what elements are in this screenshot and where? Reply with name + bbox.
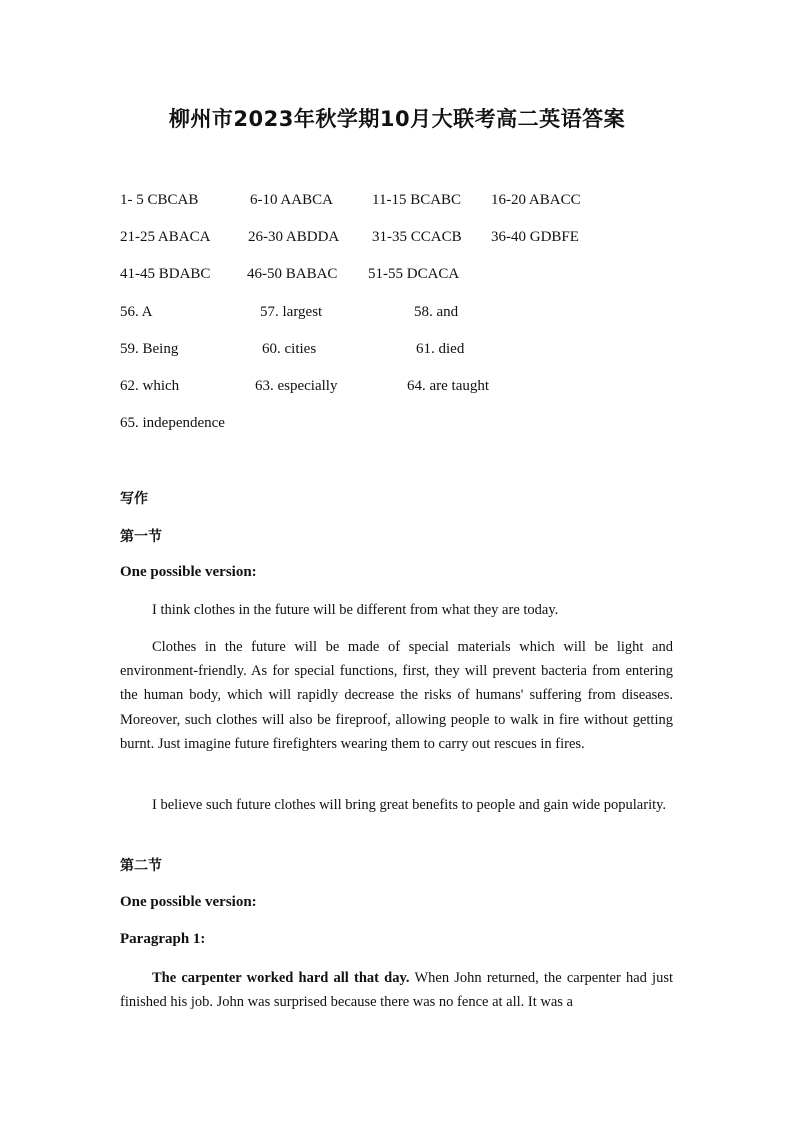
answer-group: 11-15 BCABC (372, 192, 462, 208)
answer-item: 62. which (120, 378, 180, 394)
answer-item: 59. Being (120, 341, 179, 357)
answer-group: 16-20 ABACC (491, 192, 581, 208)
section-2-heading: 第二节 (120, 858, 162, 874)
answer-group: 51-55 DCACA (368, 266, 460, 282)
answer-group: 41-45 BDABC (120, 266, 211, 282)
answer-item: 58. and (414, 304, 459, 320)
answer-item: 63. especially (255, 378, 338, 394)
answer-group: 36-40 GDBFE (491, 229, 579, 245)
answer-group: 21-25 ABACA (120, 229, 211, 245)
paragraph-body: When John returned, the carpenter had just finished his job. John was surprised because there was no fence at all. It was a (120, 970, 674, 1011)
section-1-paragraph-2: Clothes in the future will be made of special materials which will be light and environment-friendly. As for special functions, first, they will prevent bacteria from entering the human body, which will rapidly decrease the risks of humans' suffering from diseases. Moreover, such clothes will also be fireproof, allowing people to walk in fire without getting burnt. Just imagine future firefighters wearing them to carry out rescues in fires. (120, 639, 673, 752)
section-1-paragraph-3: I believe such future clothes will bring great benefits to people and gain wide popularity. (152, 797, 667, 813)
paragraph-1-label: Paragraph 1: (120, 931, 206, 947)
section-1-version-label: One possible version: (120, 564, 257, 580)
paragraph-lead-sentence: The carpenter worked hard all that day. (152, 970, 410, 986)
answer-item: 57. largest (260, 304, 323, 320)
answer-item: 60. cities (262, 341, 317, 357)
section-1-paragraph-1: I think clothes in the future will be different from what they are today. (152, 602, 559, 618)
answer-group: 6-10 AABCA (250, 192, 333, 208)
answer-group: 46-50 BABAC (247, 266, 338, 282)
answer-group: 1- 5 CBCAB (120, 192, 199, 208)
answer-item: 61. died (416, 341, 465, 357)
answer-group: 26-30 ABDDA (248, 229, 340, 245)
answer-item: 64. are taught (407, 378, 490, 394)
section-2-version-label: One possible version: (120, 894, 257, 910)
answer-item: 65. independence (120, 415, 225, 431)
answer-group: 31-35 CCACB (372, 229, 462, 245)
section-1-heading: 第一节 (120, 529, 162, 545)
writing-heading: 写作 (120, 491, 148, 507)
section-2-paragraph-1 (120, 966, 673, 1014)
answer-item: 56. A (120, 304, 153, 320)
page-title: 柳州市2023年秋学期10月大联考高二英语答案 (168, 107, 626, 131)
